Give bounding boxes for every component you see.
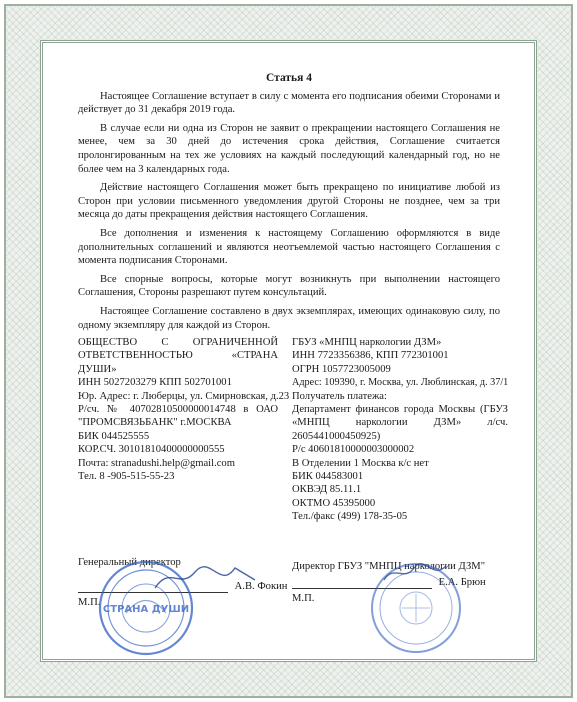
article-paragraph: Действие настоящего Соглашения может быть прекращено по инициативе любой из Сторон при условии письменного уведомления другой Стороны не позднее, чем за три месяца до даты прекращения действия настоящего Соглашения. <box>78 182 500 221</box>
party-left-name: ОБЩЕСТВО С ОГРАНИЧЕННОЙ ОТВЕТСТВЕННОСТЬЮ «СТРАНА ДУШИ» <box>78 337 278 375</box>
stamp-text: СТРАНА ДУШИ <box>102 604 190 615</box>
party-right-recipient: Департамент финансов города Москвы (ГБУЗ «МНПЦ наркологии ДЗМ» л/сч. 2605441000450925) <box>292 404 508 442</box>
party-right-bank: В Отделении 1 Москва к/с нет <box>292 457 429 469</box>
party-details <box>78 336 508 524</box>
article-section <box>78 72 500 337</box>
right-handwritten-signature <box>380 558 460 588</box>
party-right-address: Адрес: 109390, г. Москва, ул. Люблинская, д. 37/1 <box>292 377 509 389</box>
article-paragraph: В случае если ни одна из Сторон не заявит о прекращении настоящего Соглашения не менее, чем за 30 дней до истечения срока действия, Соглашение считается пролонгированным на тех же условиях на каждый последующий календарный год, но не более чем на 3 календарных года. <box>78 122 500 175</box>
party-left-email: Почта: stranadushi.help@gmail.com <box>78 457 235 469</box>
article-title: Статья 4 <box>266 72 312 84</box>
party-right-ogrn: ОГРН 1057723005009 <box>292 363 391 375</box>
left-mp-label: М.П. <box>78 597 101 608</box>
party-right-okved: ОКВЭД 85.11.1 <box>292 484 362 496</box>
article-paragraph: Все дополнения и изменения к настоящему Соглашению оформляются в виде дополнительных соглашений и являются неотъемлемой частью настоящего Соглашения с момента подписания Сторонами. <box>78 227 500 267</box>
party-right-phone: Тел./факс (499) 178-35-05 <box>292 511 408 523</box>
left-handwritten-signature <box>150 560 260 596</box>
left-signatory-name: А.В. Фокин <box>234 581 288 592</box>
party-left-address: Юр. Адрес: г. Люберцы, ул. Смирновская, д.23 <box>78 390 290 402</box>
party-left-phone: Тел. 8 -905-515-55-23 <box>78 471 175 483</box>
party-left-account: Р/сч. № 40702810500000014748 в ОАО "ПРОМСВЯЗЬБАНК" г.МОСКВА <box>78 404 278 429</box>
party-right-name: ГБУЗ «МНПЦ наркологии ДЗМ» <box>292 337 442 348</box>
left-signature-title: Генеральный директор <box>78 557 181 568</box>
right-signature-title: Директор ГБУЗ "МНПЦ наркологии ДЗМ" <box>292 561 486 572</box>
party-left-inn: ИНН 5027203279 КПП 502701001 <box>78 377 232 389</box>
party-left-kor: КОР.СЧ. 30101810400000000555 <box>78 444 225 456</box>
party-right <box>292 336 508 524</box>
article-paragraph: Все спорные вопросы, которые могут возникнуть при выполнении настоящего Соглашения, Стороны разрешают путем консультаций. <box>78 273 500 299</box>
article-paragraph: Настоящее Соглашение вступает в силу с момента его подписания обеими Сторонами и действует до 31 декабря 2019 года. <box>78 90 500 116</box>
party-right-inn: ИНН 7723356386, КПП 772301001 <box>292 350 449 362</box>
party-left-bik: БИК 044525555 <box>78 430 150 442</box>
right-signatory-name: Е.А. Брюн <box>438 577 486 588</box>
party-right-bik: БИК 044583001 <box>292 471 364 483</box>
party-right-oktmo: ОКТМО 45395000 <box>292 497 376 509</box>
party-right-recipient-label: Получатель платежа: <box>292 390 387 402</box>
right-mp-label: М.П. <box>292 593 315 604</box>
party-right-rs: Р/с 40601810000003000002 <box>292 444 415 456</box>
article-paragraph: Настоящее Соглашение составлено в двух экземплярах, имеющих одинаковую силу, по одному экземпляру для каждой из Сторон. <box>78 305 500 331</box>
party-left <box>78 336 290 524</box>
